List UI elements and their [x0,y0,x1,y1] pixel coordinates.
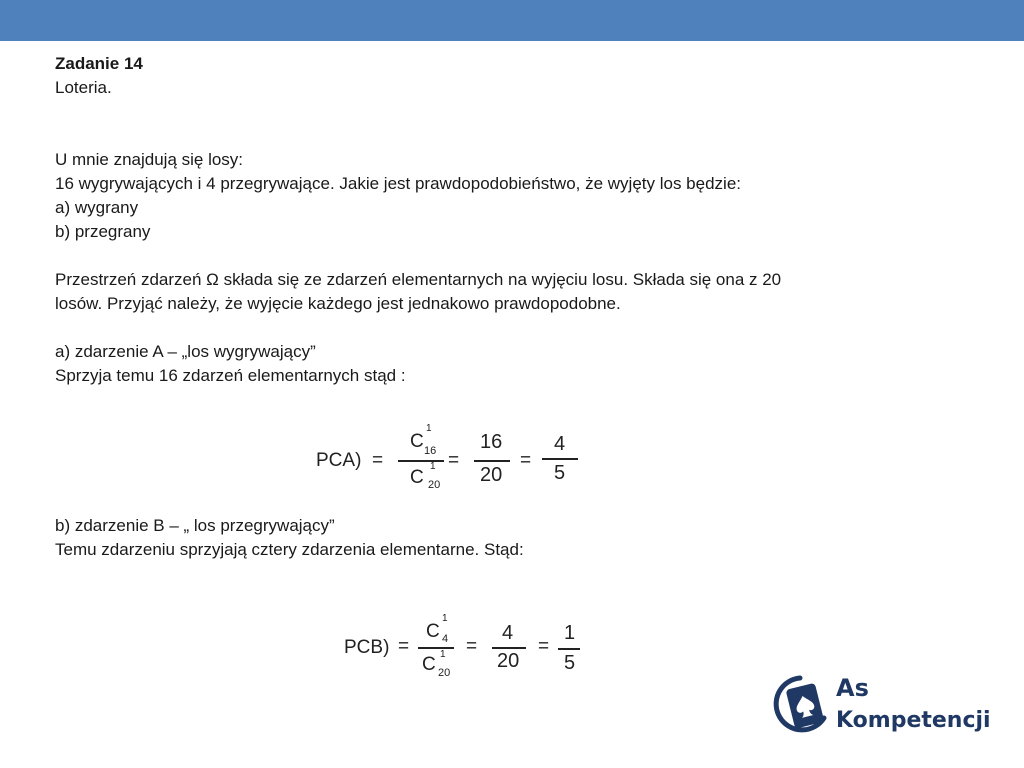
task-subtitle: Loteria. [55,78,112,97]
formula-a-eq-2: = [448,450,460,471]
formula-b-eq-3: = [538,636,550,657]
formula-a-eq-3: = [520,450,532,471]
formula-a-den-c: C [410,467,424,488]
formula-a-num-c: C [410,431,424,452]
problem-line-1: U mnie znajdują się losy: [55,150,244,169]
formula-a-fraction-bar-2 [474,460,510,462]
event-b-line-2: Temu zdarzeniu sprzyjają cztery zdarzenia elementarne. Stąd: [55,540,524,559]
slide-body [55,52,955,388]
formula-b-num-sup: 1 [442,613,448,624]
formula-b-fraction-bar-2 [492,647,526,649]
sample-space-line-1: Przestrzeń zdarzeń Ω składa się ze zdarzeń elementarnych na wyjęciu losu. Składa się ona z 20 [55,270,782,289]
formula-a-frac2-num: 16 [480,431,503,453]
formula-a-fraction-bar-1 [398,460,444,462]
formula-b-eq-1: = [398,636,410,657]
problem-line-3: a) wygrany [55,198,139,217]
event-b-text [55,514,955,562]
formula-b-frac3-den: 5 [564,652,576,674]
formula-b-den-sup: 1 [440,649,446,660]
spade-card-icon [768,670,832,742]
logo-text-kompetencji: Kompetencji [836,708,991,733]
problem-line-4: b) przegrany [55,222,151,241]
header-bar [0,0,1024,41]
formula-b-num-sub: 4 [442,633,449,645]
formula-b-fraction-bar-1 [418,647,454,649]
formula-a-frac3-den: 5 [554,462,566,484]
formula-a-num-sup: 1 [426,423,432,434]
formula-b-frac2-den: 20 [497,650,520,672]
formula-a-frac2-den: 20 [480,464,503,486]
problem-line-2: 16 wygrywających i 4 przegrywające. Jakie jest prawdopodobieństwo, że wyjęty los będzie: [55,174,742,193]
formula-b-den-sub: 20 [438,667,451,679]
logo-text-as: As [836,674,869,702]
task-title: Zadanie 14 [55,54,143,73]
formula-b-frac2-num: 4 [502,622,514,644]
formula-b-eq-2: = [466,636,478,657]
formula-b-den-c: C [422,654,436,675]
formula-a-frac3-num: 4 [554,433,566,455]
formula-b-frac3-num: 1 [564,622,576,644]
formula-a-den-sub: 20 [428,479,441,491]
formula-a-lhs: PCA) [316,450,362,471]
event-a-line-1: a) zdarzenie A – „los wygrywający” [55,342,316,361]
sample-space-line-2: losów. Przyjąć należy, że wyjęcie każdego jest jednakowo prawdopodobne. [55,294,621,313]
formula-a-fraction-bar-3 [542,458,578,460]
formula-a-den-sup: 1 [430,461,436,472]
formula-b-num-c: C [426,621,440,642]
formula-b-fraction-bar-3 [558,648,580,650]
formula-a-num-sub: 16 [424,445,437,457]
formula-a-eq-1: = [372,450,384,471]
formula-b-lhs: PCB) [344,637,390,658]
as-kompetencji-logo [768,670,1008,750]
event-b-line-1: b) zdarzenie B – „ los przegrywający” [55,516,335,535]
event-a-line-2: Sprzyja temu 16 zdarzeń elementarnych stąd : [55,366,406,385]
